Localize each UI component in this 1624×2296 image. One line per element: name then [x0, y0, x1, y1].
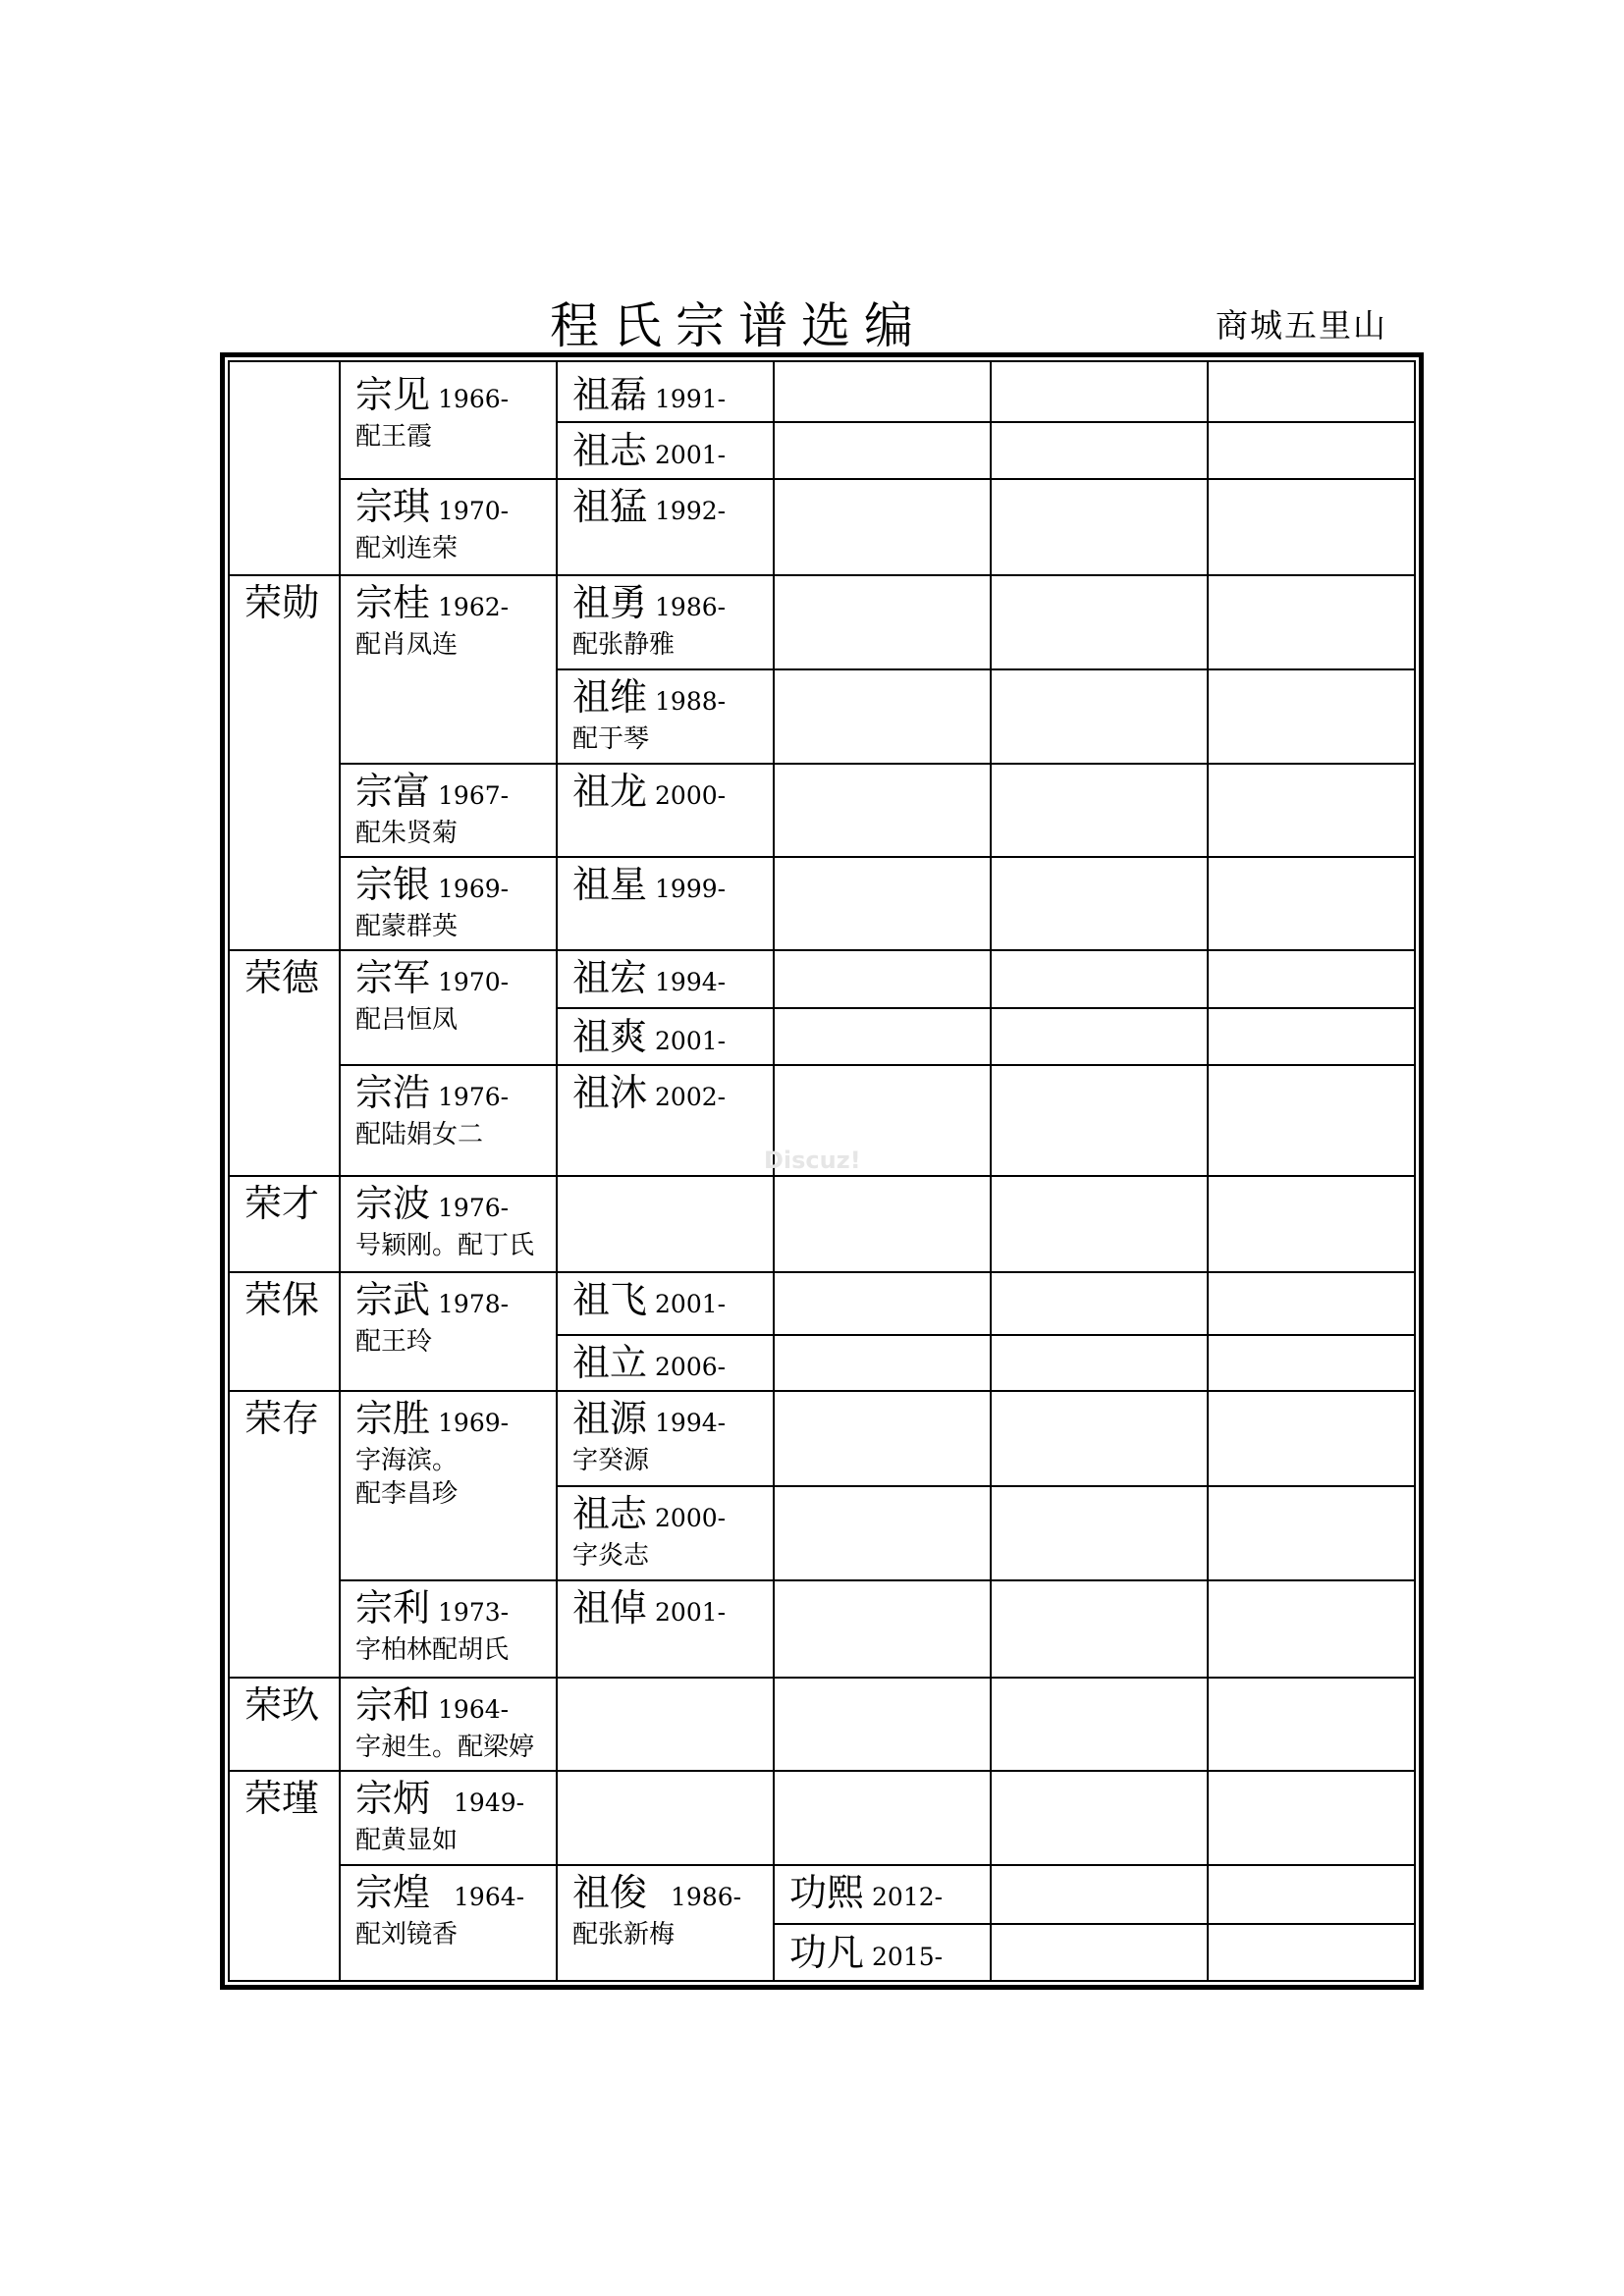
zu-year: 2001- [655, 1598, 727, 1627]
zong-entry [355, 1397, 510, 1512]
zong-entry [355, 1683, 535, 1765]
zu-entry [572, 1492, 727, 1574]
watermark: Discuz! [764, 1147, 861, 1174]
zong-entry [355, 863, 510, 944]
zu-entry [572, 770, 727, 813]
zong-year: 1949- [454, 1789, 525, 1817]
zong-name: 宗富 [355, 770, 431, 813]
zong-entry [355, 1278, 510, 1360]
rong-name: 荣德 [244, 956, 320, 999]
zong-note: 配蒙群英 [355, 912, 459, 941]
zu-year: 2000- [655, 1504, 727, 1532]
zu-year: 1988- [655, 687, 727, 716]
zu-name: 祖飞 [572, 1278, 648, 1321]
zong-note: 配肖凤连 [355, 630, 459, 660]
zu-name: 祖爽 [572, 1015, 648, 1058]
zong-year: 1964- [438, 1695, 510, 1724]
zong-name: 宗桂 [355, 581, 431, 624]
gong-year: 2012- [872, 1883, 944, 1911]
zong-note: 配刘连荣 [355, 534, 459, 563]
zong-entry [355, 485, 510, 566]
zong-entry [355, 1871, 525, 1952]
zu-name: 祖星 [572, 863, 648, 906]
zong-note: 配黄显如 [355, 1826, 459, 1855]
rong-name: 荣存 [244, 1397, 320, 1440]
zu-year: 2001- [655, 1290, 727, 1318]
zu-note: 字癸源 [572, 1446, 650, 1475]
zu-name: 祖维 [572, 675, 648, 719]
zu-year: 2001- [655, 441, 727, 469]
gong-name: 功凡 [789, 1931, 865, 1974]
zu-entry [572, 1015, 727, 1058]
zu-year: 2000- [655, 781, 727, 810]
zong-name: 宗波 [355, 1182, 431, 1225]
zu-entry [572, 675, 727, 757]
zong-note: 配王霞 [355, 422, 433, 452]
zu-name: 祖志 [572, 1492, 648, 1535]
zu-year: 2002- [655, 1083, 727, 1111]
zong-name: 宗军 [355, 956, 431, 999]
zong-year: 1976- [438, 1194, 510, 1222]
zu-name: 祖源 [572, 1397, 648, 1440]
zong-entry [355, 581, 510, 663]
gong-year: 2015- [872, 1943, 944, 1971]
zong-entry [355, 1182, 535, 1263]
zong-name: 宗炳 [355, 1777, 431, 1820]
zong-note: 字海滨。 配李昌珍 [355, 1446, 459, 1509]
zu-name: 祖沐 [572, 1071, 648, 1114]
zong-name: 宗见 [355, 373, 431, 416]
zong-note: 配王玲 [355, 1327, 433, 1357]
zong-entry [355, 1071, 510, 1152]
gong-entry [789, 1931, 944, 1974]
zong-entry [355, 1586, 510, 1668]
rong-name: 荣玖 [244, 1683, 320, 1727]
zong-year: 1973- [438, 1598, 510, 1627]
rong-name: 荣保 [244, 1278, 320, 1321]
zong-name: 宗浩 [355, 1071, 431, 1114]
zong-name: 宗利 [355, 1586, 431, 1629]
zong-entry [355, 373, 510, 454]
zong-year: 1970- [438, 497, 510, 525]
zong-year: 1964- [454, 1883, 525, 1911]
zu-year: 1994- [655, 968, 727, 996]
rong-name: 荣才 [244, 1182, 320, 1225]
zu-name: 祖立 [572, 1341, 648, 1384]
zu-name: 祖勇 [572, 581, 648, 624]
zu-name: 祖龙 [572, 770, 648, 813]
zu-entry [572, 1071, 727, 1114]
zu-entry [572, 1871, 742, 1952]
zu-entry [572, 1341, 727, 1384]
zong-name: 宗武 [355, 1278, 431, 1321]
zu-entry [572, 485, 727, 528]
zu-year: 2006- [655, 1353, 727, 1381]
zu-year: 1999- [655, 875, 727, 903]
zong-year: 1978- [438, 1290, 510, 1318]
zu-entry [572, 429, 727, 472]
gong-name: 功熙 [789, 1871, 865, 1914]
zong-year: 1967- [438, 781, 510, 810]
zu-year: 1986- [655, 593, 727, 621]
zu-year: 1991- [655, 385, 727, 413]
zong-name: 宗和 [355, 1683, 431, 1727]
zu-entry [572, 1397, 727, 1478]
zong-year: 1966- [438, 385, 510, 413]
zu-entry [572, 581, 727, 663]
zong-note: 配朱贤菊 [355, 819, 459, 848]
zu-name: 祖猛 [572, 485, 648, 528]
zu-note: 字炎志 [572, 1541, 650, 1571]
zu-name: 祖倬 [572, 1586, 648, 1629]
zu-year: 2001- [655, 1027, 727, 1055]
zong-note: 字柏林配胡氏 [355, 1635, 510, 1665]
zu-name: 祖磊 [572, 373, 648, 416]
zu-note: 配于琴 [572, 724, 650, 754]
zong-year: 1970- [438, 968, 510, 996]
zu-name: 祖志 [572, 429, 648, 472]
rong-name: 荣瑾 [244, 1777, 320, 1820]
zong-name: 宗琪 [355, 485, 431, 528]
zong-year: 1969- [438, 875, 510, 903]
zu-name: 祖宏 [572, 956, 648, 999]
zong-entry [355, 956, 510, 1038]
zong-note: 配吕恒凤 [355, 1005, 459, 1035]
zu-note: 配张静雅 [572, 630, 676, 660]
zong-year: 1976- [438, 1083, 510, 1111]
rong-name: 荣勋 [244, 581, 320, 624]
zong-name: 宗银 [355, 863, 431, 906]
zong-year: 1962- [438, 593, 510, 621]
zong-entry [355, 770, 510, 851]
zu-entry [572, 373, 727, 416]
zu-entry [572, 863, 727, 906]
gong-entry [789, 1871, 944, 1914]
zong-note: 配陆娟女二 [355, 1120, 484, 1149]
zu-entry [572, 956, 727, 999]
zong-note: 字昶生。配梁婷 [355, 1733, 535, 1762]
zu-year: 1986- [671, 1883, 742, 1911]
zong-name: 宗胜 [355, 1397, 431, 1440]
page-subtitle: 商城五里山 [1216, 306, 1387, 345]
zong-note: 配刘镜香 [355, 1920, 459, 1949]
zu-name: 祖俊 [572, 1871, 648, 1914]
zong-entry [355, 1777, 525, 1858]
zu-entry [572, 1586, 727, 1629]
page-title: 程氏宗谱选编 [550, 297, 927, 354]
zu-note: 配张新梅 [572, 1920, 676, 1949]
zong-name: 宗煌 [355, 1871, 431, 1914]
zu-entry [572, 1278, 727, 1321]
zu-year: 1994- [655, 1409, 727, 1437]
zu-year: 1992- [655, 497, 727, 525]
zong-year: 1969- [438, 1409, 510, 1437]
zong-note: 号颖刚。配丁氏 [355, 1231, 535, 1260]
